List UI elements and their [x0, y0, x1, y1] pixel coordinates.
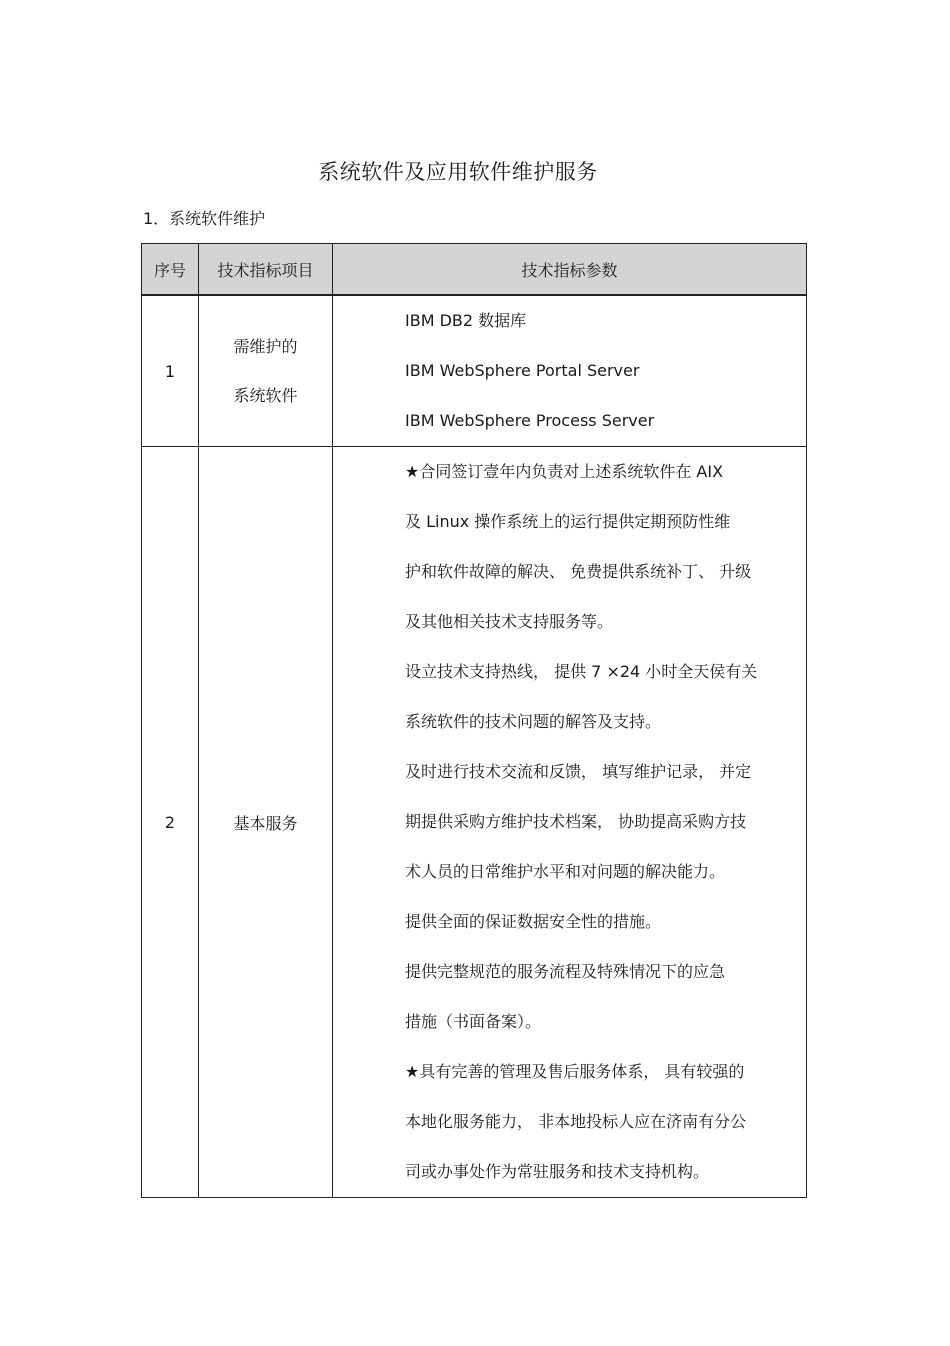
param-line: 措施（书面备案）。: [405, 1012, 542, 1031]
row-params: [333, 447, 807, 1198]
param-line: 及其他相关技术支持服务等。: [405, 612, 614, 631]
param-line: 提供完整规范的服务流程及特殊情况下的应急: [405, 962, 726, 981]
spec-table: [141, 243, 807, 1198]
param-line: 期提供采购方维护技术档案， 协助提高采购方技: [405, 812, 747, 831]
param-line: 设立技术支持热线， 提供 7 ×24 小时全天侯有关: [405, 662, 758, 681]
table-row: [142, 447, 807, 1198]
param-line: IBM DB2 数据库: [405, 311, 527, 330]
item-line: 需维护的: [233, 337, 298, 356]
header-no: 序号: [142, 244, 199, 296]
param-line: 提供全面的保证数据安全性的措施。: [405, 912, 662, 931]
row-item: 基本服务: [199, 447, 333, 1198]
param-line: ★具有完善的管理及售后服务体系， 具有较强的: [405, 1062, 745, 1081]
param-line: 术人员的日常维护水平和对问题的解决能力。: [405, 862, 726, 881]
param-line: 及时进行技术交流和反馈， 填写维护记录， 并定: [405, 762, 752, 781]
param-line: 及 Linux 操作系统上的运行提供定期预防性维: [405, 512, 731, 531]
row-no: 2: [142, 447, 199, 1198]
section-heading: 1．系统软件维护: [143, 209, 266, 228]
row-no: 1: [142, 295, 199, 447]
table-header-row: [142, 244, 807, 296]
param-line: 本地化服务能力， 非本地投标人应在济南有分公: [405, 1112, 747, 1131]
param-line: 司或办事处作为常驻服务和技术支持机构。: [405, 1162, 710, 1181]
header-param: 技术指标参数: [333, 244, 807, 296]
param-line: 护和软件故障的解决、 免费提供系统补丁、 升级: [405, 562, 752, 581]
row-item: [199, 295, 333, 447]
param-line: IBM WebSphere Portal Server: [405, 361, 640, 380]
param-line: ★合同签订壹年内负责对上述系统软件在 AIX: [405, 462, 724, 481]
header-item: 技术指标项目: [199, 244, 333, 296]
item-line: 系统软件: [233, 386, 298, 405]
document-title: 系统软件及应用软件维护服务: [318, 160, 598, 184]
table-row: [142, 295, 807, 447]
row-params: [333, 295, 807, 447]
param-line: IBM WebSphere Process Server: [405, 411, 655, 430]
param-line: 系统软件的技术问题的解答及支持。: [405, 712, 662, 731]
